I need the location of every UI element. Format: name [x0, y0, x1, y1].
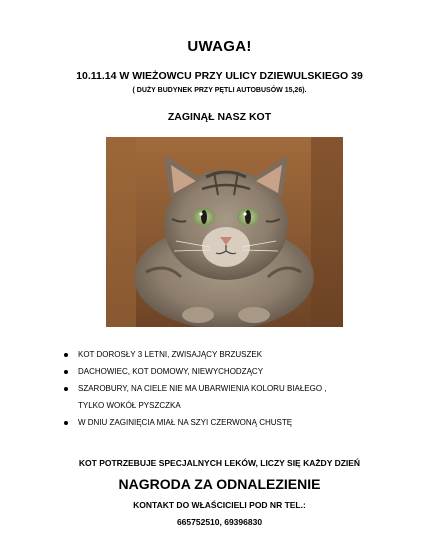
detail-text: KOT DOROSŁY 3 LETNI, ZWISAJĄCY BRZUSZEK	[78, 350, 263, 359]
detail-continuation: TYLKO WOKÓŁ PYSZCZKA	[78, 401, 181, 410]
contact-label: KONTAKT DO WŁAŚCICIELI POD NR TEL.:	[133, 500, 306, 510]
reward-heading: NAGRODA ZA ODNALEZIENIE	[118, 476, 321, 492]
special-needs-text: KOT POTRZEBUJE SPECJALNYCH LEKÓW, LICZY SIĘ KAŻDY DZIEŃ	[78, 458, 361, 468]
list-item	[62, 384, 422, 411]
lost-cat-heading: ZAGINĄŁ NASZ KOT	[167, 111, 272, 123]
bullet-icon	[64, 387, 68, 391]
date-location-text: 10.11.14 W WIEŻOWCU PRZY ULICY DZIEWULSKIEGO 39	[76, 70, 363, 82]
list-item	[62, 418, 422, 428]
poster-title: UWAGA!	[187, 38, 252, 55]
detail-text: SZAROBURY, NA CIELE NIE MA UBARWIENIA KOLORU BIAŁEGO ,	[78, 384, 327, 393]
cat-illustration	[106, 137, 343, 327]
bullet-icon	[64, 353, 68, 357]
cat-details-list	[62, 350, 422, 435]
detail-text: DACHOWIEC, KOT DOMOWY, NIEWYCHODZĄCY	[78, 367, 264, 376]
list-item	[62, 367, 422, 377]
bullet-icon	[64, 421, 68, 425]
bullet-icon	[64, 370, 68, 374]
list-item	[62, 350, 422, 360]
phone-numbers: 665752510, 69396830	[176, 517, 263, 527]
detail-text: W DNIU ZAGINIĘCIA MIAŁ NA SZYI CZERWONĄ CHUSTĘ	[78, 418, 293, 427]
building-note-text: ( DUŻY BUDYNEK PRZY PĘTLI AUTOBUSÓW 15,26).	[132, 87, 307, 94]
cat-photo	[106, 137, 343, 327]
